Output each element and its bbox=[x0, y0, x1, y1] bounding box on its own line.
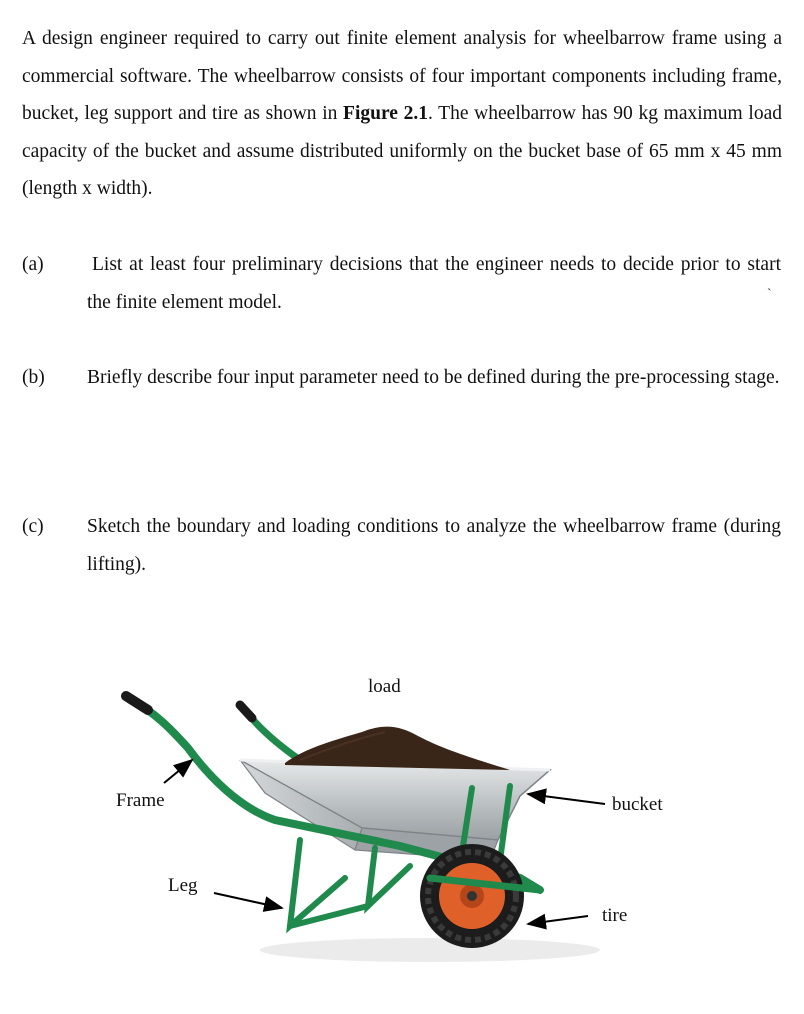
stray-mark: ` bbox=[767, 287, 772, 302]
soil-load bbox=[285, 727, 510, 770]
load-label: load bbox=[368, 676, 401, 697]
wheelbarrow-figure bbox=[100, 668, 720, 988]
tire-arrow bbox=[528, 916, 588, 924]
bucket-arrow bbox=[528, 794, 605, 804]
leg-label: Leg bbox=[168, 875, 198, 896]
statement-text-cont: . The wheelbarrow has 90 kg maximum load capacity of the bucket and assume distributed uniformly on the bucket base of 65 mm x 45 mm (length x width). bbox=[22, 103, 782, 199]
question-c-text: Sketch the boundary and loading conditions to analyze the wheelbarrow frame (during lifting). bbox=[87, 516, 781, 575]
question-c-label: (c) bbox=[22, 516, 44, 537]
question-a-text: List at least four preliminary decisions that the engineer needs to decide prior to start the finite element model. bbox=[87, 254, 781, 313]
question-b-label: (b) bbox=[22, 367, 45, 388]
wheelbarrow-illustration bbox=[100, 668, 720, 988]
question-a-label: (a) bbox=[22, 254, 44, 275]
tire-label: tire bbox=[602, 905, 628, 926]
tire bbox=[420, 844, 524, 948]
frame-arrow bbox=[164, 760, 192, 783]
problem-statement bbox=[22, 20, 782, 208]
question-b-text: Briefly describe four input parameter need to be defined during the pre-processing stage. bbox=[87, 367, 780, 388]
leg-arrow bbox=[214, 893, 282, 908]
figure-reference: Figure 2.1 bbox=[343, 103, 428, 124]
ground-shadow bbox=[260, 938, 600, 962]
bucket-label: bucket bbox=[612, 794, 663, 815]
statement-text: A design engineer required to carry out finite element analysis for wheelbarrow frame using a commercial software. The wheelbarrow consists of four important components including frame, bucket, leg support and tire as shown in bbox=[22, 28, 782, 124]
frame-label: Frame bbox=[116, 790, 165, 811]
